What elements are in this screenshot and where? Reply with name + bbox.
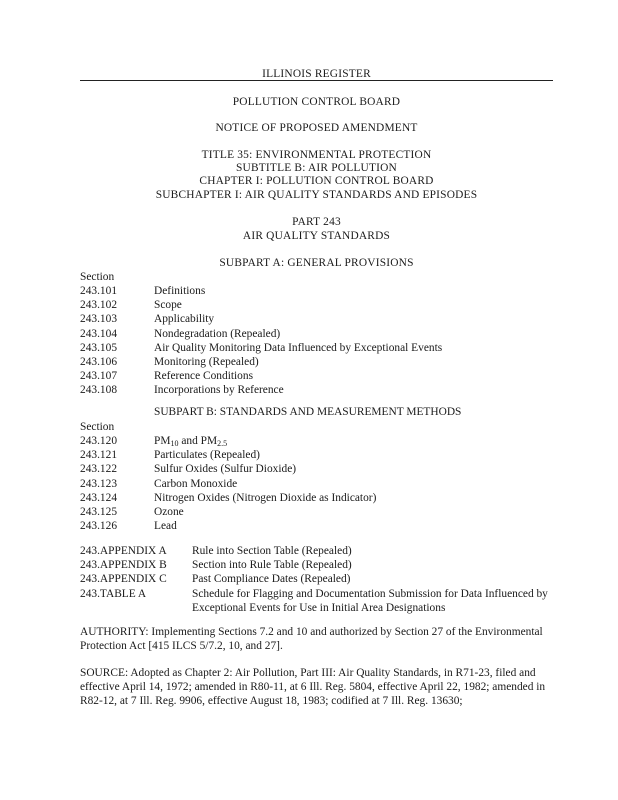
section-title: Air Quality Monitoring Data Influenced by Exceptional Events bbox=[154, 341, 443, 354]
pm-text: PM bbox=[154, 435, 171, 447]
appendix-list bbox=[80, 544, 553, 615]
section-number: 243.123 bbox=[80, 477, 118, 490]
section-title: Scope bbox=[154, 299, 182, 312]
section-row bbox=[80, 298, 553, 312]
section-number: 243.107 bbox=[80, 370, 118, 383]
authority-paragraph: AUTHORITY: Implementing Sections 7.2 and 10 and authorized by Section 27 of the Environmental Protection Act [415 ILCS 5/7.2, 10, and 27]. bbox=[80, 626, 543, 652]
section-number: 243.108 bbox=[80, 384, 118, 397]
appendix-number: 243.APPENDIX C bbox=[80, 573, 167, 586]
section-row bbox=[80, 369, 553, 383]
part-number: PART 243 bbox=[292, 216, 341, 228]
section-number: 243.106 bbox=[80, 355, 118, 368]
subpart-b-section-list bbox=[80, 434, 553, 533]
section-title: Monitoring (Repealed) bbox=[154, 355, 259, 368]
subpart-a-section-list bbox=[80, 284, 553, 398]
section-title: Lead bbox=[154, 520, 177, 533]
section-row bbox=[80, 505, 553, 519]
section-title: Nitrogen Oxides (Nitrogen Dioxide as Indicator) bbox=[154, 491, 377, 504]
appendix-number: 243.TABLE A bbox=[80, 587, 147, 600]
appendix-number: 243.APPENDIX A bbox=[80, 545, 167, 557]
section-number: 243.126 bbox=[80, 520, 118, 533]
section-row bbox=[80, 477, 553, 491]
appendix-row bbox=[80, 587, 553, 615]
section-row bbox=[80, 284, 553, 298]
subpart-b-heading: SUBPART B: STANDARDS AND MEASUREMENT METHODS bbox=[154, 406, 462, 418]
section-title: Applicability bbox=[154, 313, 215, 326]
section-title: Incorporations by Reference bbox=[154, 384, 284, 397]
pm25-subscript: 2.5 bbox=[217, 439, 228, 448]
part-name: AIR QUALITY STANDARDS bbox=[242, 230, 391, 242]
subtitle-line: SUBTITLE B: AIR POLLUTION bbox=[236, 162, 397, 174]
section-row bbox=[80, 383, 553, 397]
section-row bbox=[80, 519, 553, 533]
section-row bbox=[80, 491, 553, 505]
subpart-a-heading: SUBPART A: GENERAL PROVISIONS bbox=[219, 257, 414, 269]
section-number: 243.104 bbox=[80, 327, 118, 340]
section-title: Particulates (Repealed) bbox=[154, 449, 260, 462]
source-paragraph: SOURCE: Adopted as Chapter 2: Air Pollution, Part III: Air Quality Standards, in R71-23, filed and effective April 14, 1972; amended in R80-11, at 6 Ill. Reg. 5804, effective April 22, 1982; amended in R82-12, at 7 Ill. Reg. 9906, effective August 18, 1983; codified at 7 Ill. Reg. 13630; bbox=[80, 667, 546, 707]
appendix-title: Schedule for Flagging and Documentation Submission for Data Influenced by Exceptional Events for Use in Initial Area Designations bbox=[192, 587, 548, 614]
section-title bbox=[154, 434, 227, 448]
board-name: POLLUTION CONTROL BOARD bbox=[232, 96, 401, 108]
appendix-title: Past Compliance Dates (Repealed) bbox=[192, 573, 351, 586]
chapter-line: CHAPTER I: POLLUTION CONTROL BOARD bbox=[199, 175, 434, 187]
section-row bbox=[80, 448, 553, 462]
subpart-a-section-label: Section bbox=[80, 271, 115, 283]
appendix-number: 243.APPENDIX B bbox=[80, 559, 167, 572]
section-number: 243.124 bbox=[80, 491, 118, 504]
section-number: 243.105 bbox=[80, 341, 118, 354]
section-title: Sulfur Oxides (Sulfur Dioxide) bbox=[154, 463, 297, 476]
section-number: 243.101 bbox=[80, 285, 118, 297]
appendix-title: Section into Rule Table (Repealed) bbox=[192, 559, 352, 572]
appendix-row bbox=[80, 544, 553, 558]
appendix-row bbox=[80, 558, 553, 572]
register-header: ILLINOIS REGISTER bbox=[262, 68, 371, 80]
section-row bbox=[80, 434, 553, 448]
section-row bbox=[80, 462, 553, 476]
section-number: 243.120 bbox=[80, 435, 118, 447]
section-row bbox=[80, 312, 553, 326]
section-title: Ozone bbox=[154, 505, 184, 518]
section-row bbox=[80, 355, 553, 369]
appendix-row bbox=[80, 572, 553, 586]
section-row bbox=[80, 341, 553, 355]
pm10-subscript: 10 bbox=[170, 439, 179, 448]
title-line: TITLE 35: ENVIRONMENTAL PROTECTION bbox=[201, 149, 432, 161]
header-rule bbox=[80, 80, 553, 81]
section-number: 243.125 bbox=[80, 505, 118, 518]
subchapter-line: SUBCHAPTER I: AIR QUALITY STANDARDS AND EPISODES bbox=[155, 189, 478, 201]
section-title: Definitions bbox=[154, 285, 206, 297]
pm-and-text: and PM bbox=[178, 435, 218, 447]
section-number: 243.122 bbox=[80, 463, 118, 476]
section-number: 243.103 bbox=[80, 313, 118, 326]
subpart-b-section-label: Section bbox=[80, 421, 115, 433]
section-number: 243.102 bbox=[80, 299, 118, 312]
section-title: Reference Conditions bbox=[154, 370, 254, 383]
appendix-title: Rule into Section Table (Repealed) bbox=[192, 545, 352, 557]
section-title: Nondegradation (Repealed) bbox=[154, 327, 281, 340]
notice-type: NOTICE OF PROPOSED AMENDMENT bbox=[215, 122, 418, 134]
section-number: 243.121 bbox=[80, 449, 118, 462]
section-row bbox=[80, 327, 553, 341]
section-title: Carbon Monoxide bbox=[154, 477, 238, 490]
